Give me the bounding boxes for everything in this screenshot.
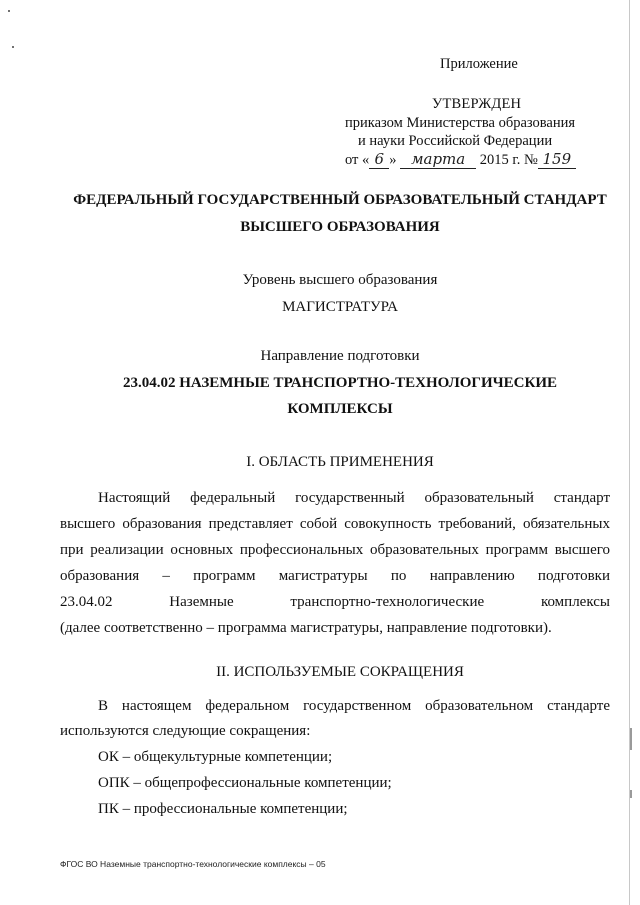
edge-mark [630, 790, 632, 798]
scan-speck [12, 46, 14, 48]
order-day-handwritten: 6 [369, 150, 389, 169]
paragraph-line: 23.04.02 Наземные транспортно-технологические комплексы [60, 594, 610, 610]
scan-speck [8, 10, 10, 12]
order-month-handwritten: марта [400, 150, 476, 169]
direction-label: Направление подготовки [260, 348, 420, 364]
level-label: Уровень высшего образования [242, 272, 438, 288]
paragraph-line: В настоящем федеральном государственном образовательном стандарте [98, 698, 610, 714]
order-mid: » [389, 152, 397, 168]
edge-mark [630, 728, 632, 750]
page-edge-line [629, 0, 630, 905]
order-prefix: от « [345, 152, 370, 168]
order-year: 2015 г. № [479, 152, 538, 168]
direction-title-line: КОМПЛЕКСЫ [287, 401, 393, 417]
paragraph-line: Настоящий федеральный государственный образовательный стандарт [98, 490, 610, 506]
approved-title: УТВЕРЖДЕН [432, 96, 522, 112]
abbreviation-item: ПК – профессиональные компетенции; [98, 801, 348, 817]
appendix-label: Приложение [440, 56, 518, 72]
section-heading: II. ИСПОЛЬЗУЕМЫЕ СОКРАЩЕНИЯ [216, 664, 464, 680]
section-heading: I. ОБЛАСТЬ ПРИМЕНЕНИЯ [246, 454, 434, 470]
paragraph-line: при реализации основных профессиональных образовательных программ высшего [60, 542, 610, 558]
abbreviation-item: ОПК – общепрофессиональные компетенции; [98, 775, 392, 791]
standard-title-line: ВЫСШЕГО ОБРАЗОВАНИЯ [240, 219, 440, 235]
abbreviation-item: ОК – общекультурные компетенции; [98, 749, 333, 765]
order-date-line [345, 150, 576, 169]
approved-by-line: и науки Российской Федерации [358, 133, 553, 149]
page-footer: ФГОС ВО Наземные транспортно-технологические комплексы – 05 [60, 859, 326, 869]
paragraph-line: образования – программ магистратуры по направлению подготовки [60, 568, 610, 584]
standard-title-line: ФЕДЕРАЛЬНЫЙ ГОСУДАРСТВЕННЫЙ ОБРАЗОВАТЕЛЬНЫЙ СТАНДАРТ [73, 192, 607, 208]
paragraph-line: высшего образования представляет собой совокупность требований, обязательных [60, 516, 610, 532]
level-value: МАГИСТРАТУРА [282, 299, 398, 315]
paragraph-line: (далее соответственно – программа магистратуры, направление подготовки). [60, 620, 552, 636]
order-number-handwritten: 159 [538, 150, 576, 169]
approved-by-line: приказом Министерства образования [345, 115, 576, 131]
paragraph-line: используются следующие сокращения: [60, 723, 311, 739]
direction-title-line: 23.04.02 НАЗЕМНЫЕ ТРАНСПОРТНО-ТЕХНОЛОГИЧЕСКИЕ [122, 375, 558, 391]
